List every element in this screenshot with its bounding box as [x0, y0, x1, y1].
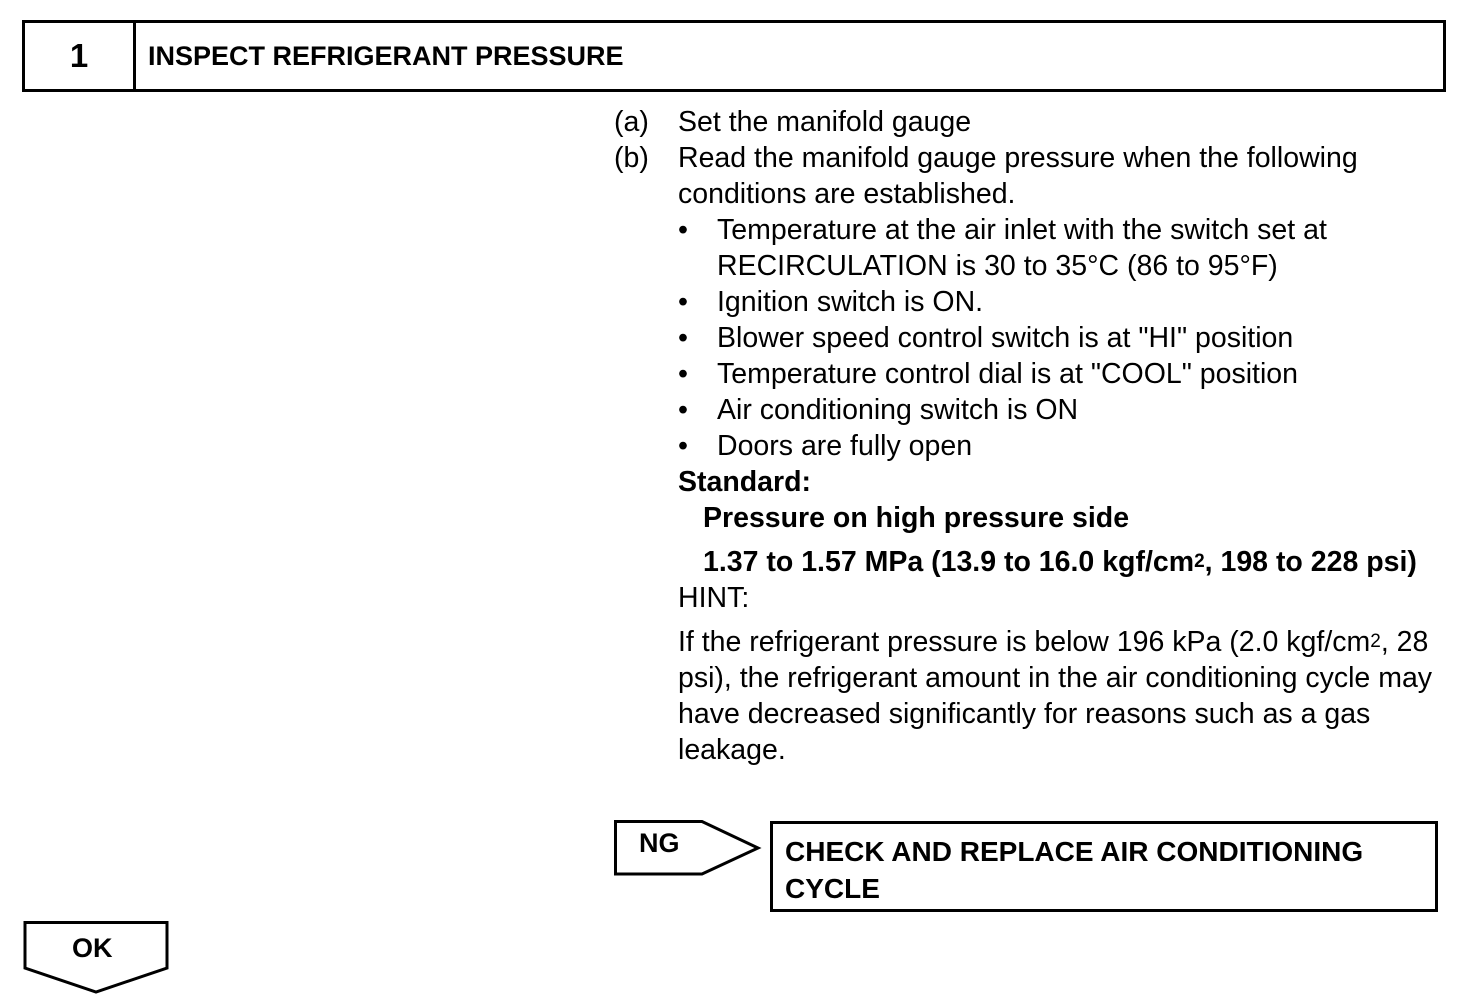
standard-item: Pressure on high pressure side [703, 502, 1130, 534]
bullet-icon: • [678, 430, 688, 462]
step-number: 1 [25, 23, 136, 89]
condition-item [678, 356, 1444, 392]
standard-value-sup: 2 [1194, 551, 1205, 572]
step-a-label: (a) [614, 106, 649, 138]
bullet-icon: • [678, 358, 688, 390]
condition-item [678, 428, 1444, 464]
step-header [22, 20, 1446, 92]
step-a-text: Set the manifold gauge [678, 106, 972, 138]
condition-text: Ignition switch is ON. [717, 286, 984, 318]
bullet-icon: • [678, 286, 688, 318]
hint-text-sup: 2 [1370, 631, 1381, 652]
hint-label: HINT: [678, 582, 750, 614]
step-title: INSPECT REFRIGERANT PRESSURE [148, 40, 624, 71]
hint-text-post: , 28 psi), the refrigerant amount in the air conditioning cycle may have decreased significantly for reasons such as a gas leakage. [678, 626, 1433, 766]
standard-detail [678, 500, 1444, 580]
ng-label: NG [639, 828, 680, 858]
condition-item [678, 284, 1444, 320]
procedure-steps [614, 104, 1444, 768]
ng-arrow-icon [614, 820, 764, 878]
condition-item [678, 320, 1444, 356]
hint-text-pre: If the refrigerant pressure is below 196 kPa (2.0 kgf/cm [678, 626, 1371, 658]
condition-text: Blower speed control switch is at "HI" position [717, 322, 1294, 354]
step-a [614, 104, 1444, 140]
step-b-body [678, 140, 1444, 768]
condition-text: Temperature control dial is at "COOL" position [717, 358, 1298, 390]
ng-action-box: CHECK AND REPLACE AIR CONDITIONING CYCLE [770, 821, 1438, 912]
bullet-icon: • [678, 322, 688, 354]
bullet-icon: • [678, 394, 688, 426]
standard-label: Standard: [678, 466, 812, 498]
condition-text: Doors are fully open [717, 430, 973, 462]
condition-item [678, 212, 1444, 284]
step-b-text: Read the manifold gauge pressure when the following conditions are established. [678, 142, 1358, 210]
condition-item [678, 392, 1444, 428]
step-b [614, 140, 1444, 768]
condition-text: Air conditioning switch is ON [717, 394, 1079, 426]
bullet-icon: • [678, 214, 688, 246]
hint-text [678, 624, 1444, 768]
standard-value-post: , 198 to 228 psi) [1204, 546, 1417, 578]
ok-label: OK [72, 933, 113, 963]
condition-text: Temperature at the air inlet with the switch set at RECIRCULATION is 30 to 35°C (86 to 95°F) [717, 214, 1327, 282]
standard-value [703, 544, 1444, 580]
step-b-label: (b) [614, 142, 649, 174]
standard-value-pre: 1.37 to 1.57 MPa (13.9 to 16.0 kgf/cm [703, 546, 1195, 578]
